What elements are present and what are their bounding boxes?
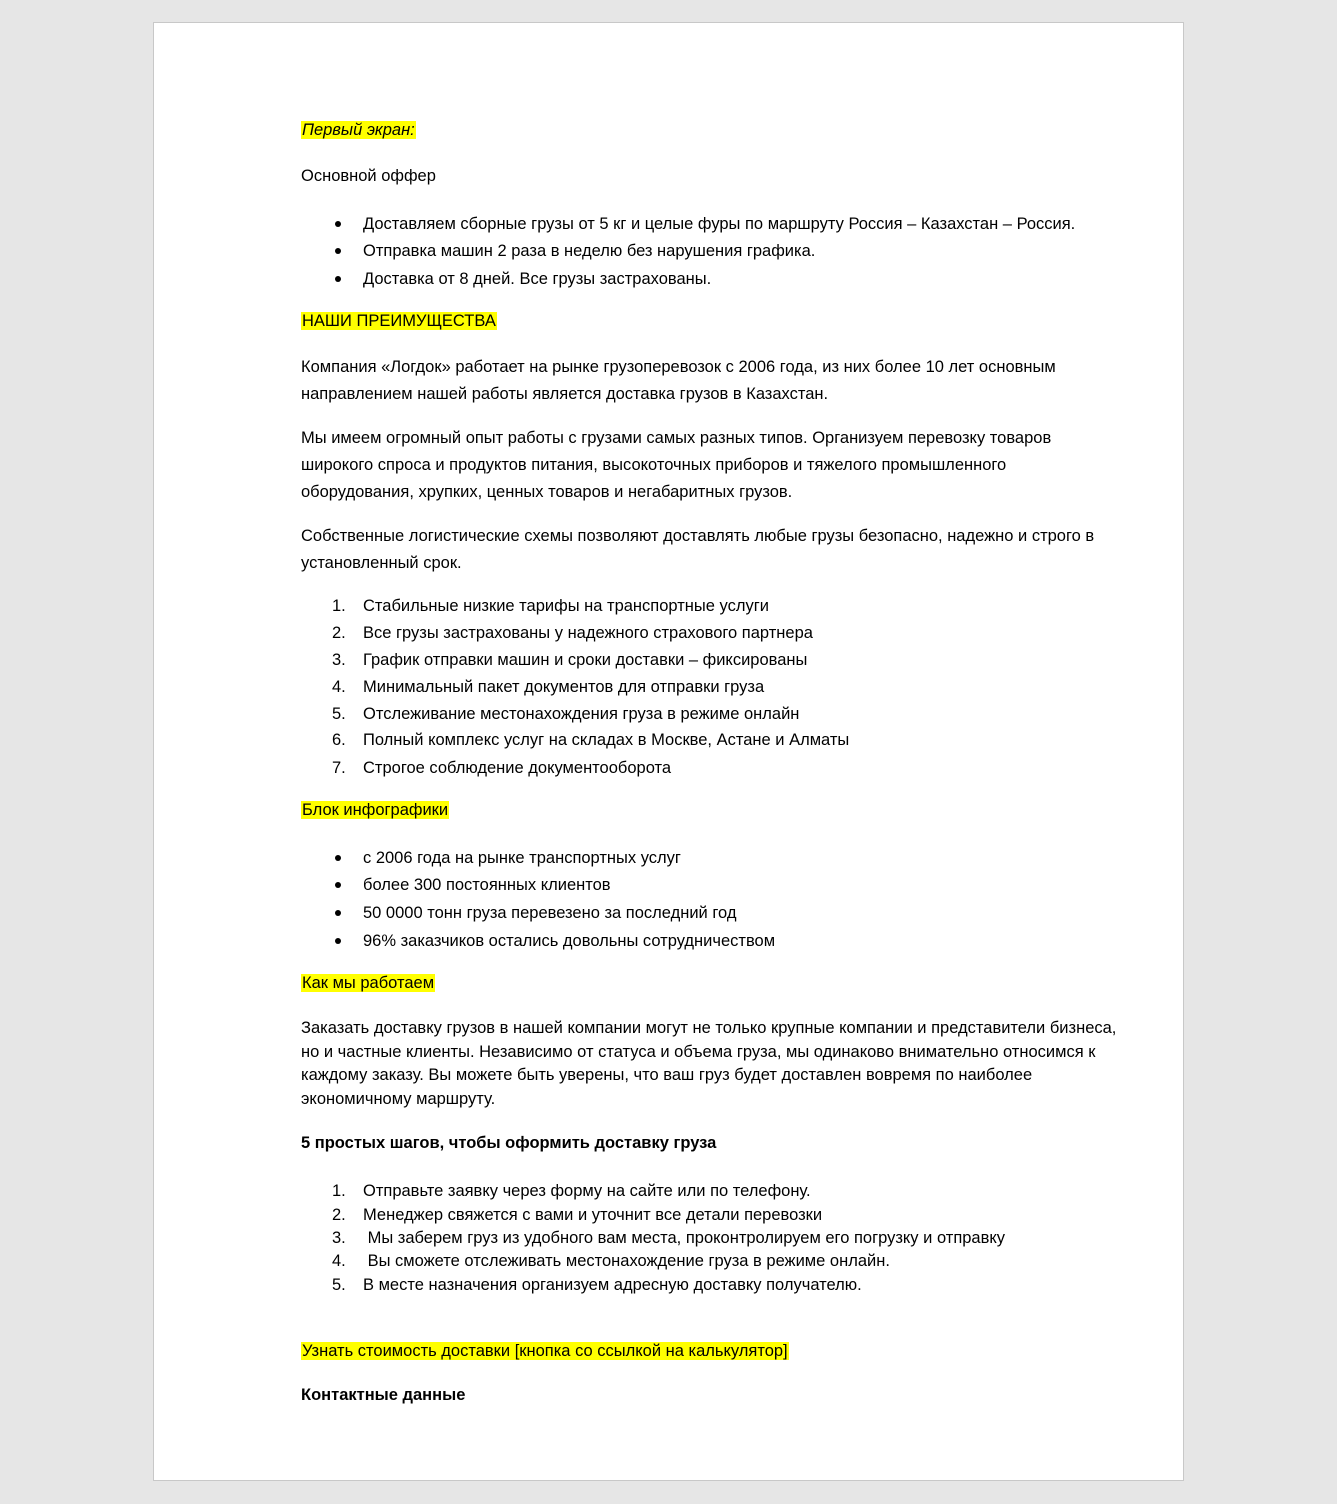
paragraph-company: Компания «Логдок» работает на рынке грузоперевозок с 2006 года, из них более 10 лет основным направлением нашей работы является доставка грузов в Казахстан. — [301, 358, 1056, 403]
bullet-icon — [335, 276, 341, 282]
paragraph-how-we-work: Заказать доставку грузов в нашей компании могут не только крупные компании и представители бизнеса, но и частные клиенты. Независимо от статуса и объема груза, мы одинаково внимательно относимся к каждому заказу. Вы можете быть уверены, что ваш груз будет доставлен вовремя по наиболее экономичному маршруту. — [301, 1019, 1117, 1108]
bullet-icon — [335, 882, 341, 888]
bullet-icon — [335, 248, 341, 254]
advantages-heading: НАШИ ПРЕИМУЩЕСТВА — [302, 312, 496, 330]
steps-heading: 5 простых шагов, чтобы оформить доставку груза — [301, 1134, 717, 1152]
bullet-icon — [335, 938, 341, 944]
document-page: Первый экран: Основной оффер Доставляем сборные грузы от 5 кг и целые фуры по маршруту Россия – Казахстан – Россия. Отправка машин 2 раза в неделю без нарушения графика. Доставка от 8 дней. Все грузы застрахованы. НАШИ ПРЕИМУЩЕСТВА Компания «Логдок» работает на рынке грузоперевозок с 2006 года, из них более 10 лет основным направлением нашей работы является доставка грузов в Казахстан. Мы имеем огромный опыт работы с грузами самых разных типов. Организуем перевозку товаров широкого спроса и продуктов питания, высокоточных приборов и тяжелого промышленного оборудования, хрупких, ценных товаров и негабаритных грузов. Собственные логистические схемы позволяют доставлять любые грузы безопасно, надежно и строго в установленный срок. 1. Стабильные низкие тарифы на транспортные услуги 2. Все грузы застрахованы у надежного страхового партнера 3. График отправки машин и сроки доставки – фиксированы 4. Минимальный пакет документов для отправки груза 5. Отслеживание местонахождения груза в режиме онлайн 6. Полный комплекс услуг на складах в Москве, Астане и Алматы 7. Строгое соблюдение документооборота Блок инфографики с 2006 года на рынке транспортных услуг более 300 постоянных клиентов 50 0000 тонн груза перевезено за последний год 96% заказчиков остались довольны сотрудничеством Как мы работаем Заказать доставку грузов в нашей компании могут не только крупные компании и представители бизнеса, но и частные клиенты. Независимо от статуса и объема груза, мы одинаково внимательно относимся к каждому заказу. Вы можете быть уверены, что ваш груз будет доставлен вовремя по наиболее экономичному маршруту. 5 простых шагов, чтобы оформить доставку груза 1. Отправьте заявку через форму на сайте или по телефону. 2. Менеджер свяжется с вами и уточнит все детали перевозки 3. Мы заберем груз из удобного вам места, проконтролируем его погрузку и отправку 4. Вы сможете отслеживать местонахождение груза в режиме онлайн. 5. В месте назначения организуем адресную доставку получателю. Узнать стоимость доставки [кнопка со ссылкой на калькулятор] Контактные данные — [153, 22, 1184, 1481]
first-screen-heading: Первый экран: — [302, 121, 415, 139]
how-we-work-heading: Как мы работаем — [302, 974, 435, 992]
paragraph-logistics: Собственные логистические схемы позволяют доставлять любые грузы безопасно, надежно и строго в установленный срок. — [301, 527, 1095, 572]
bullet-icon — [335, 221, 341, 227]
paragraph-experience: Мы имеем огромный опыт работы с грузами самых разных типов. Организуем перевозку товаров широкого спроса и продуктов питания, высокоточных приборов и тяжелого промышленного оборудования, хрупких, ценных товаров и негабаритных грузов. — [301, 429, 1052, 501]
infographic-heading: Блок инфографики — [302, 801, 449, 819]
main-offer-label: Основной оффер — [301, 167, 436, 185]
cta-line: Узнать стоимость доставки [кнопка со ссылкой на калькулятор] — [302, 1342, 788, 1360]
bullet-icon — [335, 910, 341, 916]
contacts-heading: Контактные данные — [301, 1386, 466, 1404]
bullet-icon — [335, 855, 341, 861]
